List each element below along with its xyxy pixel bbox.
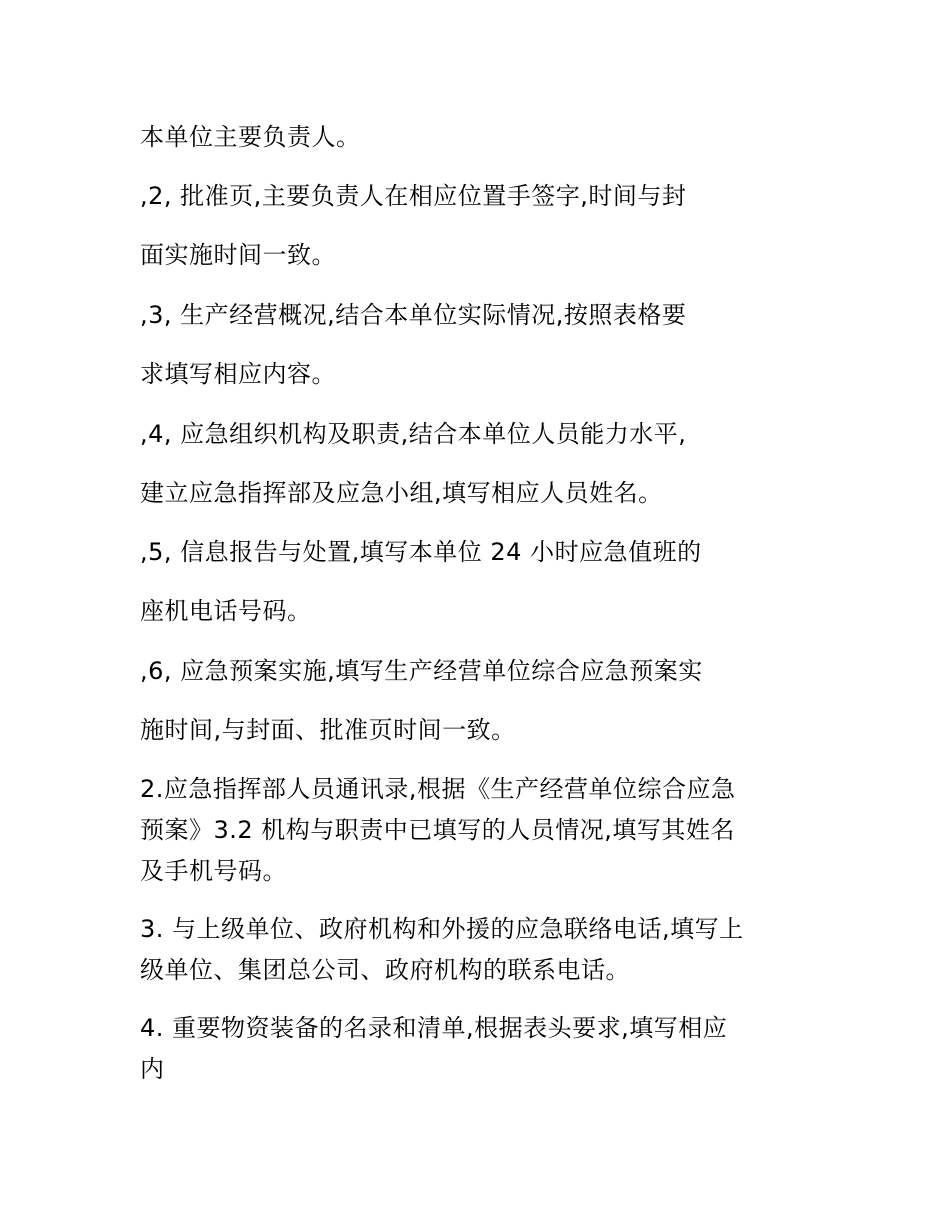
text-line: 预案》3.2 机构与职责中已填写的人员情况,填写其姓名 — [140, 816, 735, 844]
text-line: 及手机号码。 — [140, 857, 287, 885]
text-line: 级单位、集团总公司、政府机构的联系电话。 — [140, 956, 630, 984]
text-line: 求填写相应内容。 — [140, 360, 336, 388]
text-line: 面实施时间一致。 — [140, 241, 336, 269]
text-line: ,6, 应急预案实施,填写生产经营单位综合应急预案实 — [140, 657, 703, 685]
text-line: ,3, 生产经营概况,结合本单位实际情况,按照表格要 — [140, 301, 687, 329]
text-line: 建立应急指挥部及应急小组,填写相应人员姓名。 — [140, 479, 663, 507]
text-line: 本单位主要负责人。 — [140, 123, 361, 151]
text-line: 2.应急指挥部人员通讯录,根据《生产经营单位综合应急 — [140, 775, 736, 803]
text-line: ,2, 批准页,主要负责人在相应位置手签字,时间与封 — [140, 182, 687, 210]
text-line: 3. 与上级单位、政府机构和外援的应急联络电话,填写上 — [140, 915, 744, 943]
text-line: 座机电话号码。 — [140, 597, 312, 625]
text-line: 4. 重要物资装备的名录和清单,根据表头要求,填写相应 — [140, 1014, 728, 1042]
text-line: ,4, 应急组织机构及职责,结合本单位人员能力水平, — [140, 420, 687, 448]
text-line: 施时间,与封面、批准页时间一致。 — [140, 716, 516, 744]
text-line: 内 — [140, 1055, 165, 1083]
text-line: ,5, 信息报告与处置,填写本单位 24 小时应急值班的 — [140, 538, 702, 566]
